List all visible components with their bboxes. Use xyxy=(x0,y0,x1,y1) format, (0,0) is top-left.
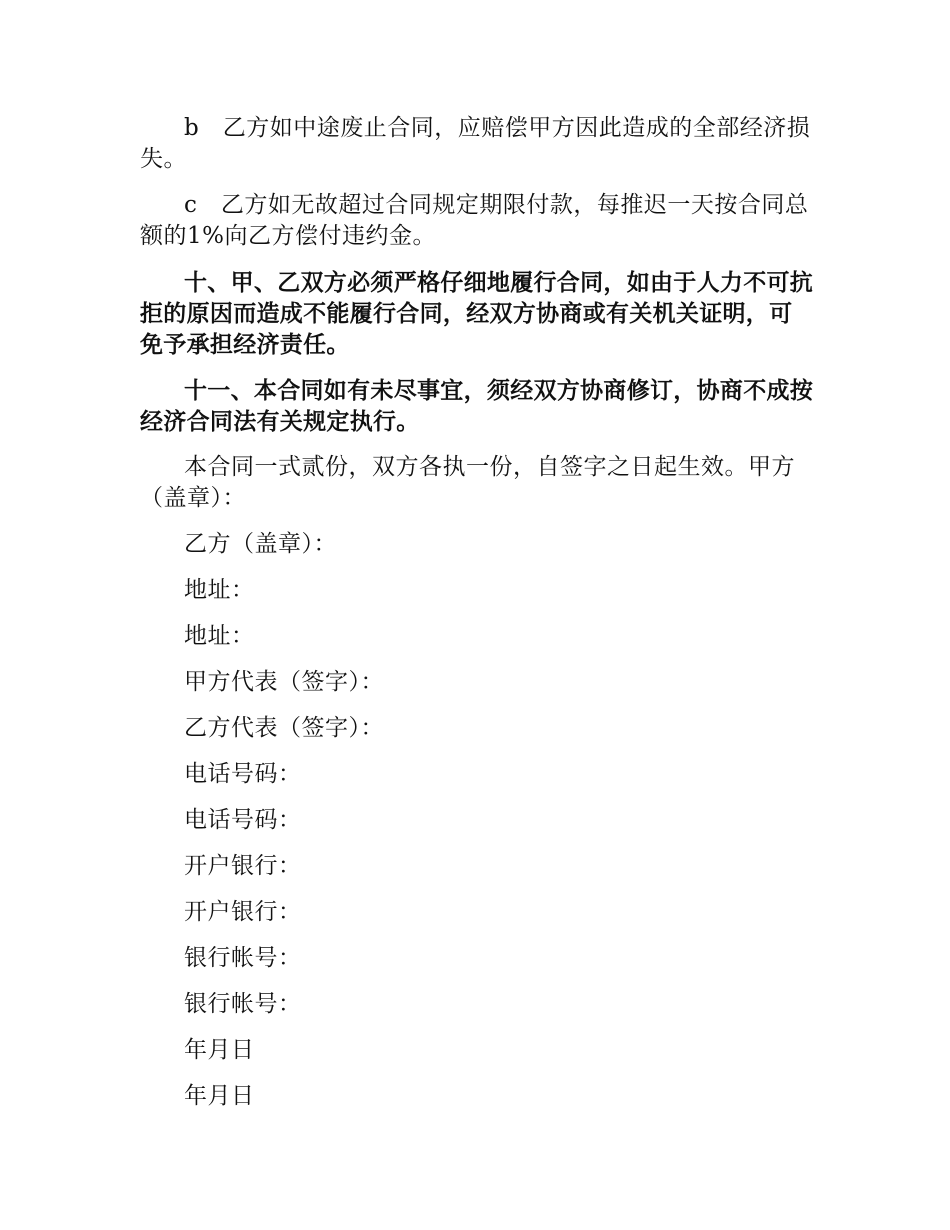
bank-line-b: 开户银行： xyxy=(184,899,302,925)
contract-body xyxy=(140,113,815,1127)
clause-c-prefix: c xyxy=(184,192,198,218)
address-line-b: 地址： xyxy=(184,623,255,649)
address-line-a: 地址： xyxy=(184,577,255,603)
clause-b-prefix: b xyxy=(184,115,200,141)
phone-line-a: 电话号码： xyxy=(184,761,302,787)
party-a-rep-line: 甲方代表（签字）： xyxy=(184,669,384,695)
clause-11: 十一、本合同如有未尽事宜，须经双方协商修订，协商不成按经济合同法有关规定执行。 xyxy=(140,377,814,435)
clause-10: 十、甲、乙双方必须严格仔细地履行合同，如由于人力不可抗拒的原因而造成不能履行合同，经双方协商或有关机关证明，可免予承担经济责任。 xyxy=(140,269,814,358)
date-line-b: 年月日 xyxy=(184,1083,255,1109)
phone-line-b: 电话号码： xyxy=(184,807,302,833)
clause-c-text: 乙方如无故超过合同规定期限付款，每推迟一天按合同总额的1%向乙方偿付违约金。 xyxy=(140,192,809,249)
account-line-a: 银行帐号： xyxy=(184,945,302,971)
account-line-b: 银行帐号： xyxy=(184,991,302,1017)
date-line-a: 年月日 xyxy=(184,1037,255,1063)
clause-b xyxy=(140,113,815,175)
bank-line-a: 开户银行： xyxy=(184,853,302,879)
clause-c xyxy=(140,190,815,252)
clause-b-text: 乙方如中途废止合同，应赔偿甲方因此造成的全部经济损失。 xyxy=(140,115,811,172)
closing-statement: 本合同一式贰份，双方各执一份，自签字之日起生效。甲方（盖章）： xyxy=(140,454,795,511)
party-b-seal-line: 乙方（盖章）： xyxy=(184,531,337,557)
party-b-rep-line: 乙方代表（签字）： xyxy=(184,715,384,741)
